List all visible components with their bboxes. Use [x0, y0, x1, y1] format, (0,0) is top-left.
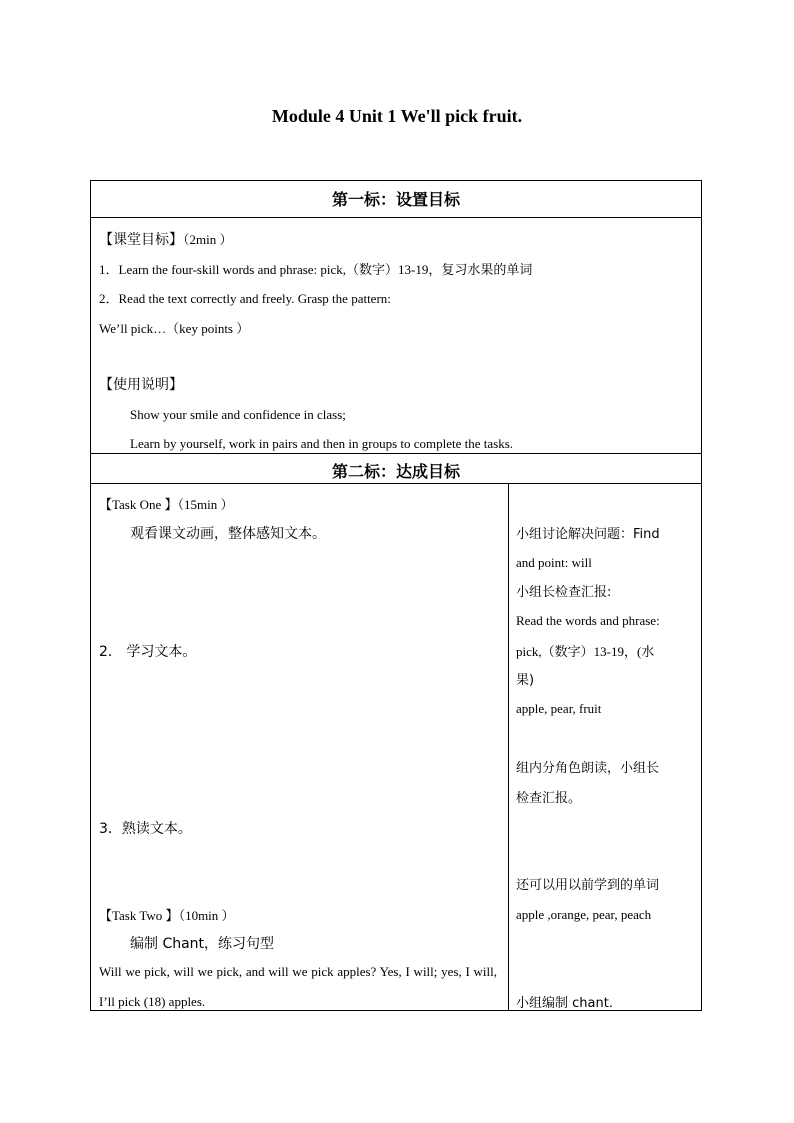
column-divider [508, 484, 509, 1011]
right-roles-2: 检查汇报。 [516, 791, 582, 806]
chant-text: Will we pick, will we pick, and will we pick apples? Yes, I will; yes, I will, I’ll pick (18) apples. [99, 964, 497, 1009]
divider [91, 453, 701, 454]
right-read: Read the words and phrase: [516, 613, 660, 628]
goal-heading-line [99, 229, 232, 249]
goal-1: 1．Learn the four-skill words and phrase: pick,（数字）13-19，复习水果的单词 [99, 262, 533, 277]
divider [91, 483, 701, 484]
task1-heading-line [99, 494, 234, 513]
goal-2-pattern: We’ll pick…（key points ） [99, 321, 250, 336]
right-discuss: 小组讨论解决问题：Find [516, 527, 660, 542]
usage-1: Show your smile and confidence in class; [130, 407, 346, 422]
task2-heading-line [99, 905, 235, 924]
right-roles: 组内分角色朗读，小组长 [516, 761, 660, 776]
right-fruit-cn: 果) [516, 673, 535, 688]
task2-time: （10min ） [178, 908, 235, 923]
right-fruit-words: apple, pear, fruit [516, 701, 602, 716]
goal-time: （2min ） [183, 232, 233, 247]
page-title: Module 4 Unit 1 We'll pick fruit. [271, 106, 523, 126]
section1-header: 第一标：设置目标 [331, 190, 460, 209]
step-2: 2． 学习文本。 [99, 644, 197, 660]
section2-header: 第二标：达成目标 [331, 462, 460, 481]
goal-2: 2．Read the text correctly and freely. Grasp the pattern: [99, 291, 391, 306]
lesson-table [90, 180, 702, 1011]
divider [91, 217, 701, 218]
usage-2: Learn by yourself, work in pairs and then in groups to complete the tasks. [130, 436, 514, 451]
right-word-list: apple ,orange, pear, peach [516, 907, 652, 922]
right-chant: 小组编制 chant. [516, 996, 613, 1011]
right-more-words: 还可以用以前学到的单词 [516, 878, 660, 893]
right-check: 小组长检查汇报: [516, 585, 612, 600]
right-point: and point: will [516, 555, 592, 570]
step-1: 观看课文动画，整体感知文本。 [130, 526, 326, 542]
usage-heading: 【使用说明】 [99, 377, 183, 393]
right-pick: pick,（数字）13-19，(水 [516, 644, 655, 659]
task2-line: 编制 Chant，练习句型 [130, 936, 275, 952]
step-3: 3．熟读文本。 [99, 821, 192, 837]
task2-heading: 【Task Two 】 [99, 908, 179, 923]
goal-heading: 【课堂目标】 [99, 232, 183, 248]
task1-time: （15min ） [177, 497, 234, 512]
task1-heading: 【Task One 】 [99, 497, 178, 512]
